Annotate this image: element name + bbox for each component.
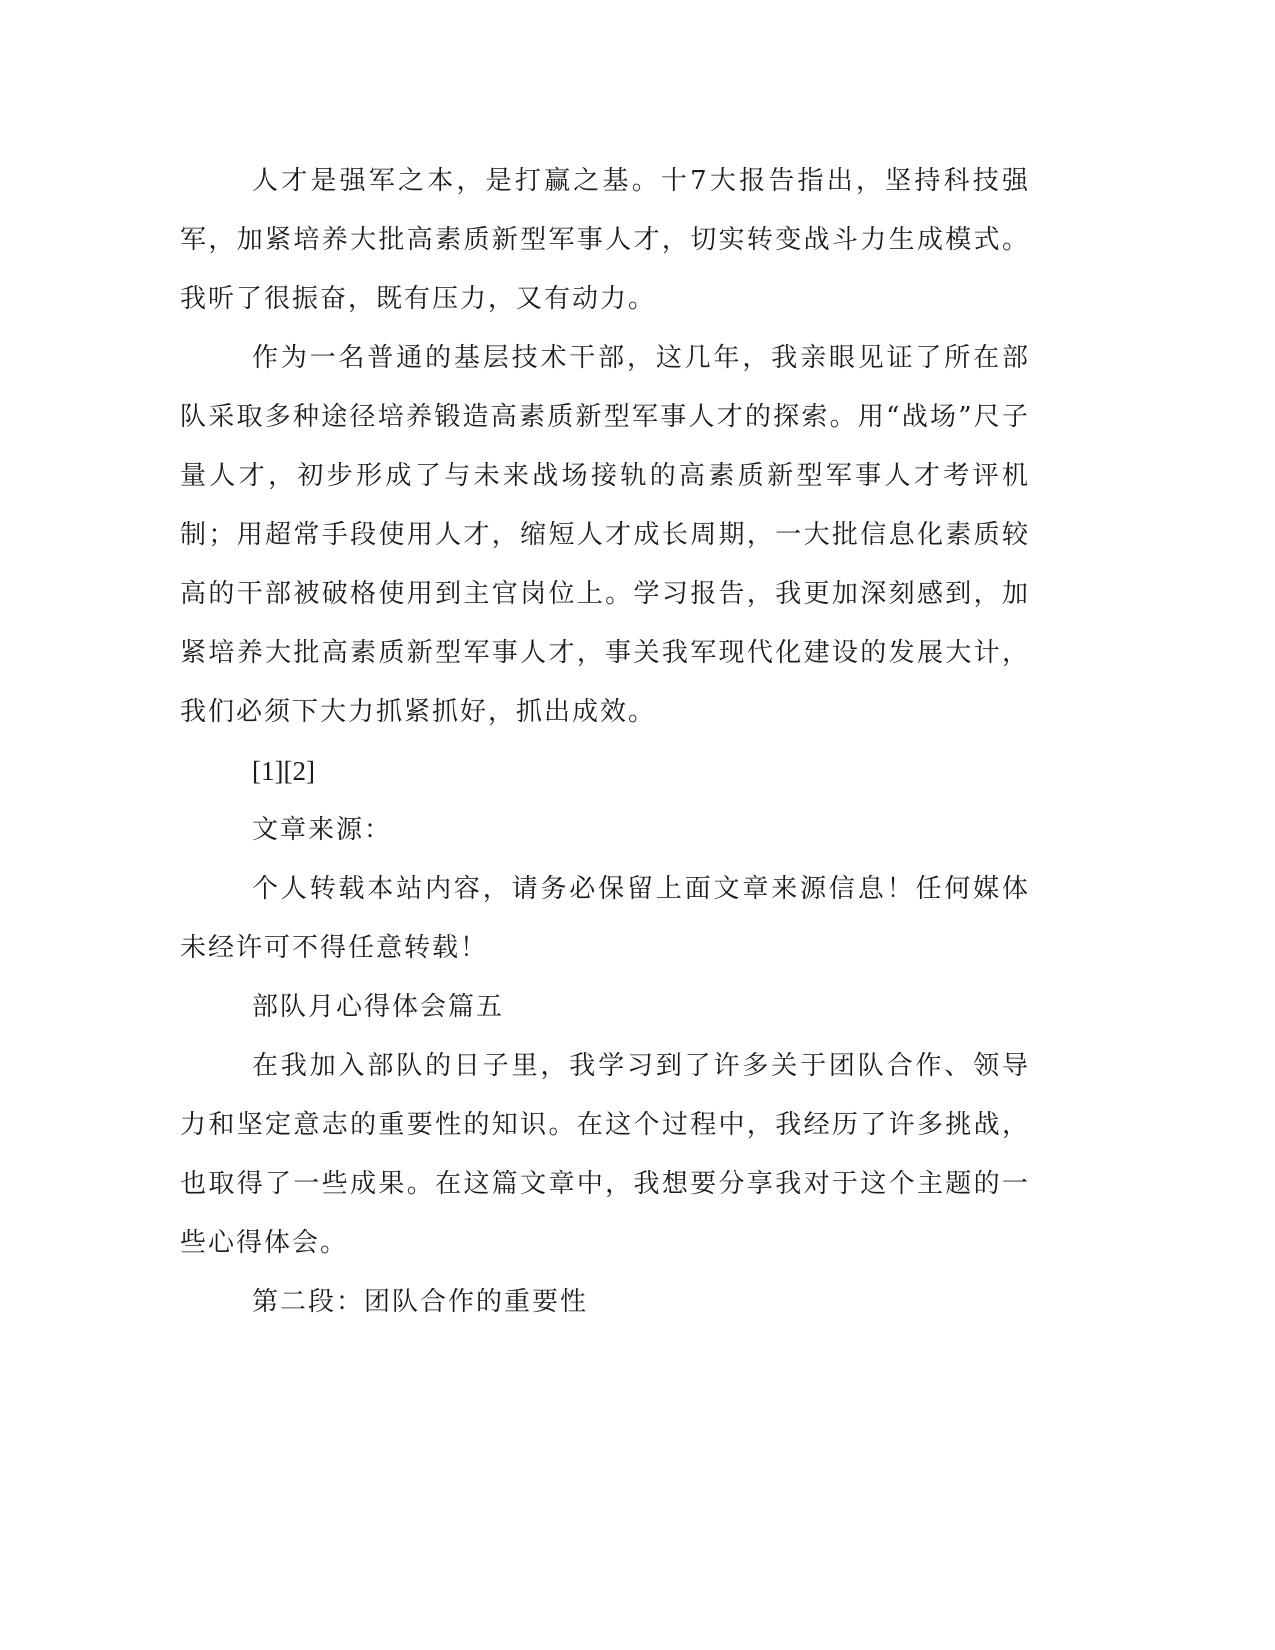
section-heading-part-five: 部队月心得体会篇五 (252, 992, 505, 1022)
section-heading-teamwork: 第二段：团队合作的重要性 (252, 1287, 589, 1317)
page-references: [1][2] (252, 756, 315, 786)
paragraph-talent-intro: 人才是强军之本，是打赢之基。十7大报告指出，坚持科技强军，加紧培养大批高素质新型军事人才，切实转变战斗力生成模式。我听了很振奋，既有压力，又有动力。 (180, 166, 1030, 314)
paragraph-joining-army: 在我加入部队的日子里，我学习到了许多关于团队合作、领导力和坚定意志的重要性的知识。在这个过程中，我经历了许多挑战，也取得了一些成果。在这篇文章中，我想要分享我对于这个主题的一些心得体会。 (180, 1051, 1030, 1258)
document-body (180, 152, 1030, 1332)
article-source-label: 文章来源： (252, 815, 393, 845)
reprint-notice: 个人转载本站内容，请务必保留上面文章来源信息！任何媒体未经许可不得任意转载！ (180, 874, 1030, 963)
paragraph-grassroots-experience: 作为一名普通的基层技术干部，这几年，我亲眼见证了所在部队采取多种途径培养锻造高素质新型军事人才的探索。用“战场”尺子量人才，初步形成了与未来战场接轨的高素质新型军事人才考评机制；用超常手段使用人才，缩短人才成长周期，一大批信息化素质较高的干部被破格使用到主官岗位上。学习报告，我更加深刻感到，加紧培养大批高素质新型军事人才，事关我军现代化建设的发展大计，我们必须下大力抓紧抓好，抓出成效。 (180, 343, 1030, 727)
